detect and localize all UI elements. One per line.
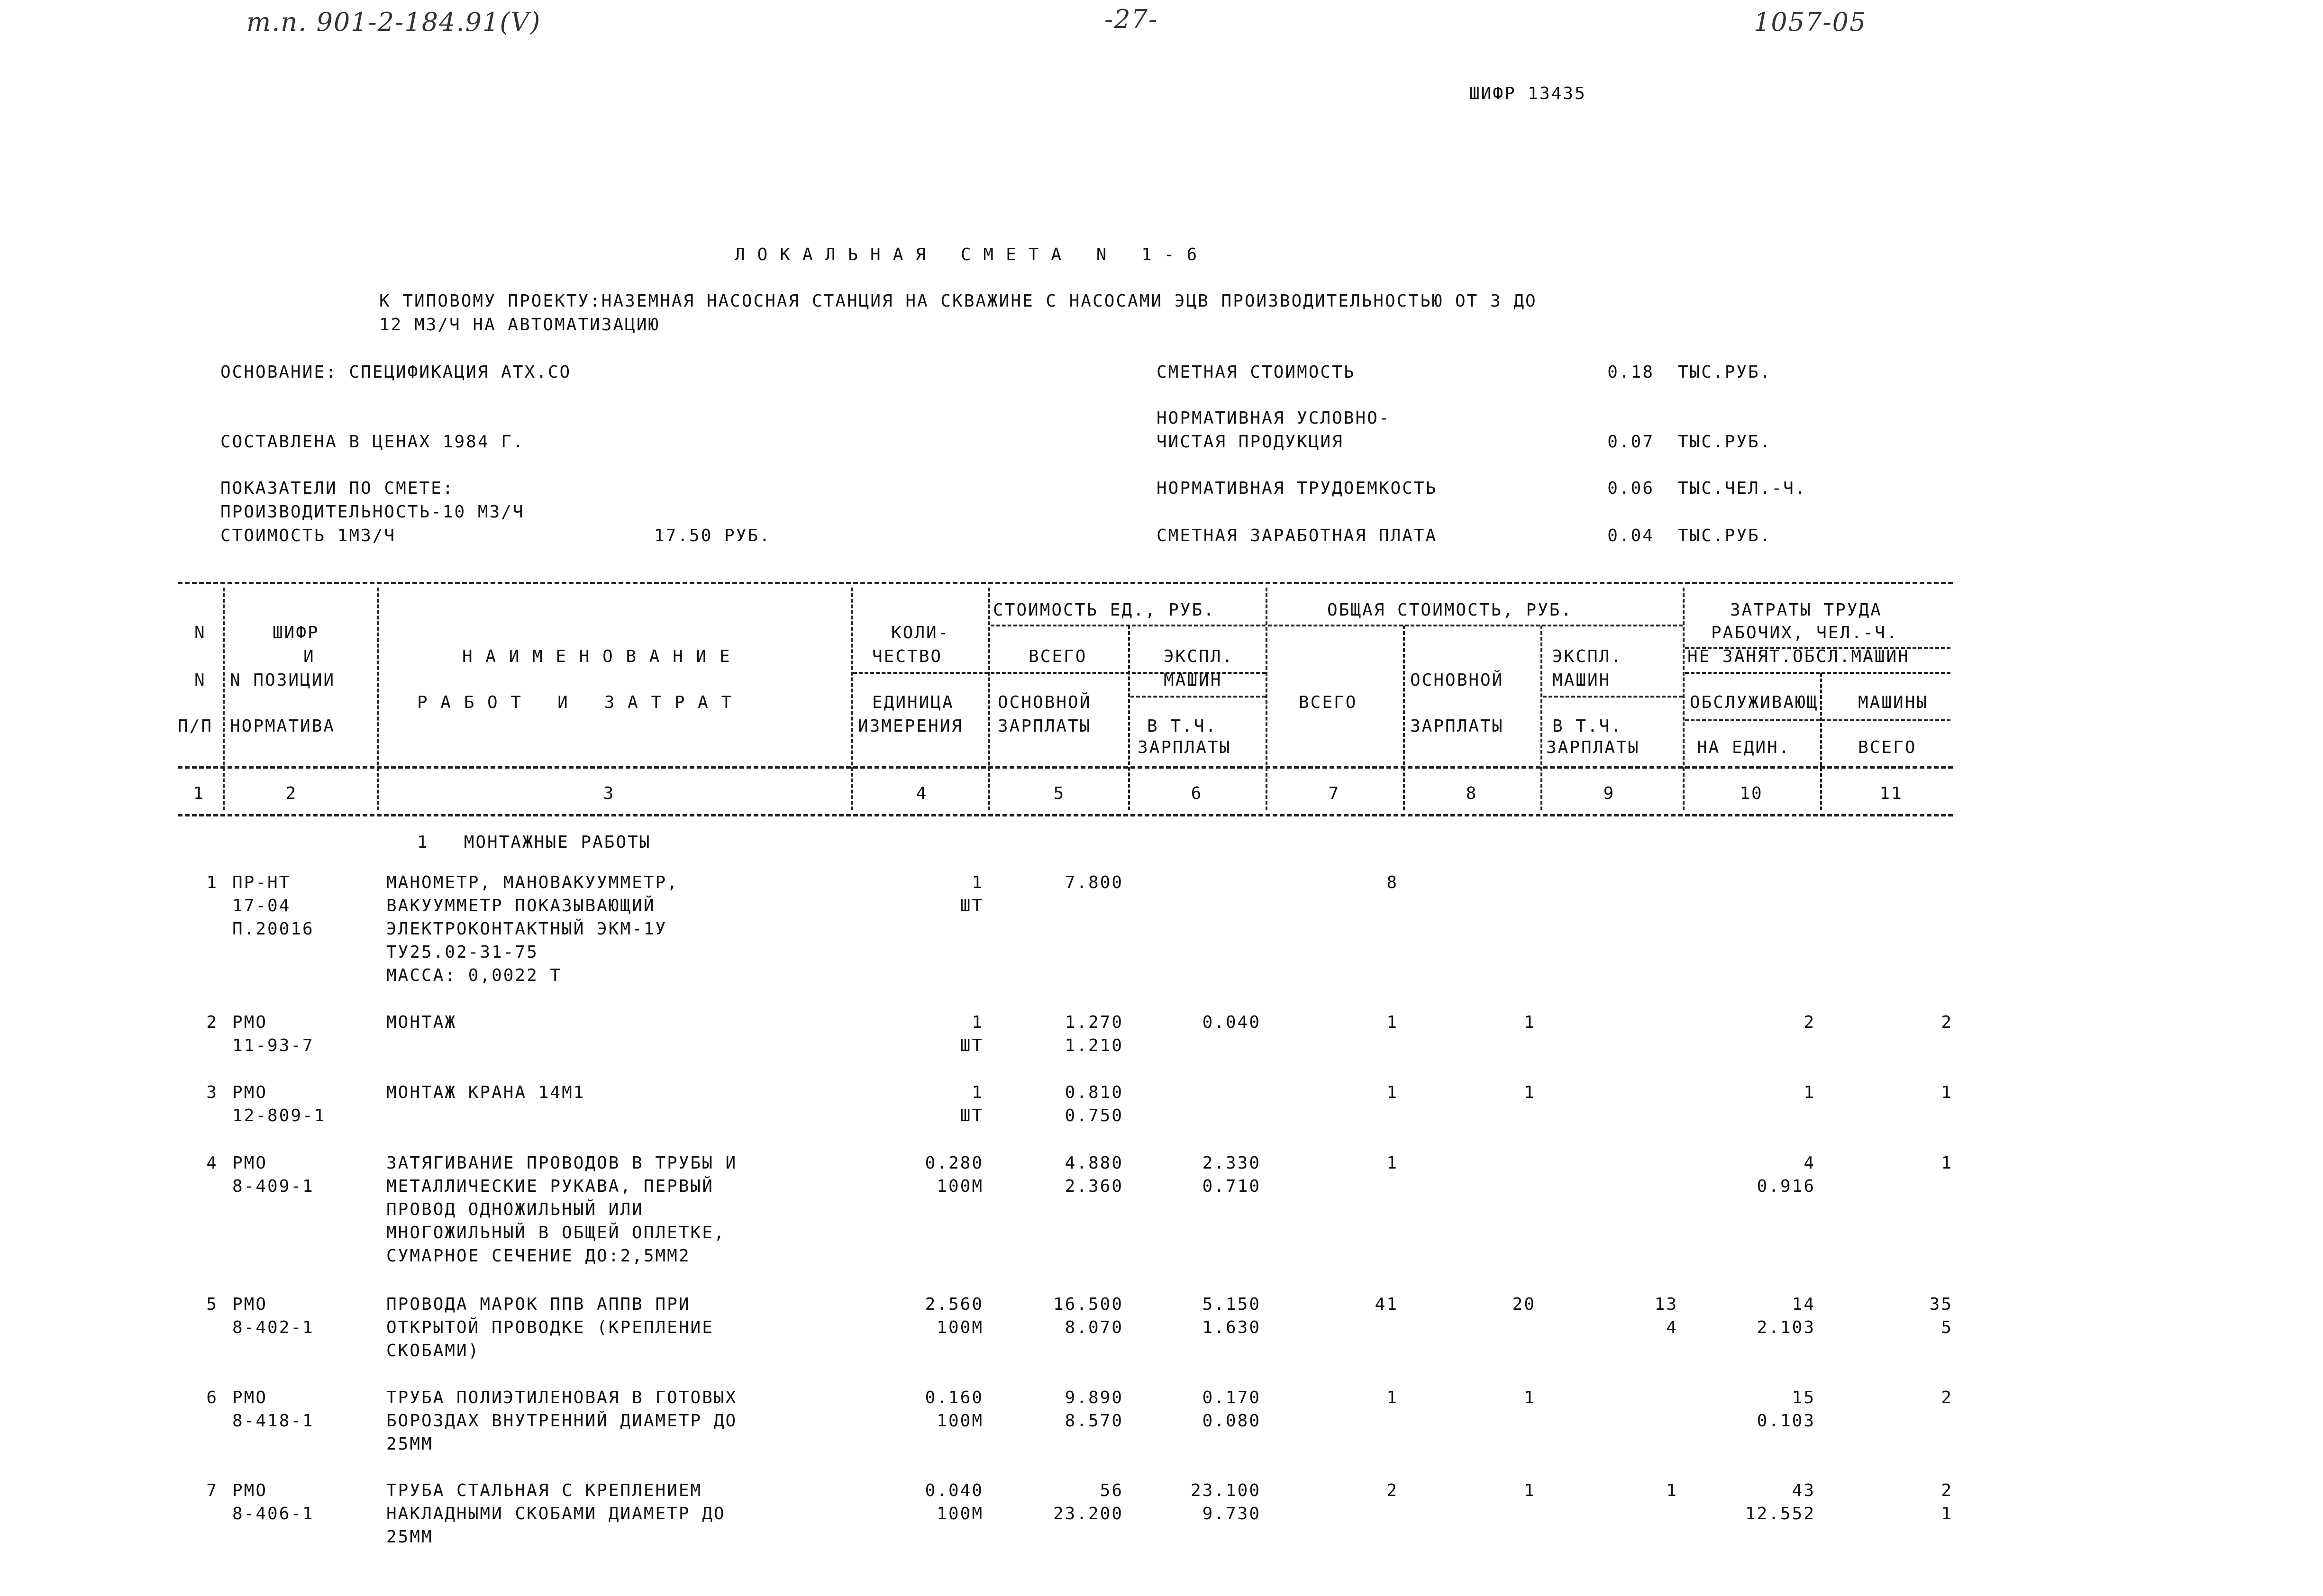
table-top-rule [178, 582, 1953, 584]
table-numbers-bottom-rule [178, 814, 1953, 816]
page-number: -27- [1104, 4, 1158, 34]
row-cell-c7: 1 [1386, 1083, 1398, 1102]
header-n-2: N [194, 671, 206, 690]
col-sep-2 [377, 588, 379, 810]
row-code: ПР-НТ [232, 873, 291, 892]
indicators-heading: ПОКАЗАТЕЛИ ПО СМЕТЕ: [220, 479, 455, 498]
row-name-line: ПРОВОД ОДНОЖИЛЬНЫЙ ИЛИ [386, 1200, 644, 1219]
row-name-line: ТРУБА ПОЛИЭТИЛЕНОВАЯ В ГОТОВЫХ [386, 1388, 738, 1407]
col-number-10: 10 [1740, 784, 1763, 803]
row-name-line: БОРОЗДАХ ВНУТРЕННИЙ ДИАМЕТР ДО [386, 1411, 738, 1431]
wages-label: СМЕТНАЯ ЗАРАБОТНАЯ ПЛАТА [1157, 526, 1438, 545]
row-code: 11-93-7 [232, 1036, 314, 1055]
row-cell-c5: 9.890 [1065, 1388, 1123, 1407]
indicators-productivity: ПРОИЗВОДИТЕЛЬНОСТЬ-10 М3/Ч [220, 502, 525, 522]
col-sep-9 [1683, 588, 1685, 810]
row-cell-c10: 43 [1792, 1481, 1815, 1500]
labor-intensity-value: 0.06 [1607, 479, 1654, 498]
row-cell-qty: ШТ [960, 1106, 984, 1125]
col-sep-7 [1403, 626, 1405, 810]
row-number: 3 [206, 1083, 218, 1102]
row-code: 12-809-1 [232, 1106, 326, 1125]
row-cell-c6: 0.710 [1202, 1177, 1261, 1196]
header-labor-3: НЕ ЗАНЯТ.ОБСЛ.МАШИН [1687, 647, 1910, 666]
row-name-line: МАССА: 0,0022 Т [386, 966, 562, 985]
col-number-4: 4 [916, 784, 928, 803]
row-cell-c6: 0.170 [1202, 1388, 1261, 1407]
row-cell-c10: 4 [1804, 1153, 1815, 1173]
row-cell-qty: 100М [937, 1318, 984, 1337]
row-cell-qty: 100М [937, 1411, 984, 1431]
document-title: ЛОКАЛЬНАЯ СМЕТА N 1-6 [735, 245, 1210, 264]
section-heading: 1 МОНТАЖНЫЕ РАБОТЫ [417, 833, 651, 852]
header-labor-4: ОБСЛУЖИВАЮЩ [1690, 693, 1819, 712]
row-cell-qty: 2.560 [925, 1295, 984, 1314]
row-code: РМО [232, 1013, 268, 1032]
row-code: 17-04 [232, 896, 291, 916]
row-name-line: ВАКУУММЕТР ПОКАЗЫВАЮЩИЙ [386, 896, 656, 916]
row-cell-c9: 1 [1666, 1481, 1678, 1500]
row-cell-c10: 14 [1792, 1295, 1815, 1314]
cipher-label: ШИФР 13435 [1469, 84, 1586, 103]
row-name-line: НАКЛАДНЫМИ СКОБАМИ ДИАМЕТР ДО [386, 1504, 726, 1523]
indicators-unit-cost-value: 17.50 РУБ. [654, 526, 771, 545]
row-cell-c8: 1 [1524, 1083, 1536, 1102]
net-product-label: НОРМАТИВНАЯ УСЛОВНО- [1157, 408, 1391, 428]
row-code: РМО [232, 1481, 268, 1500]
row-name-line: МОНТАЖ КРАНА 14М1 [386, 1083, 585, 1102]
header-labor-6: НА ЕДИН. [1697, 738, 1791, 757]
row-cell-c6: 0.080 [1202, 1411, 1261, 1431]
row-code: 8-418-1 [232, 1411, 314, 1431]
row-cell-c7: 1 [1386, 1388, 1398, 1407]
row-cell-qty: 1 [972, 873, 984, 892]
header-n: N [194, 623, 206, 643]
handwritten-doc-code: т.п. 901-2-184.91(V) [246, 7, 541, 37]
row-cell-qty: ШТ [960, 1036, 984, 1055]
row-cell-c5: 8.570 [1065, 1411, 1123, 1431]
row-number: 1 [206, 873, 218, 892]
row-number: 4 [206, 1153, 218, 1173]
col-sep-4 [988, 588, 990, 810]
row-cell-c11: 2 [1941, 1013, 1953, 1032]
row-cell-c7: 8 [1386, 873, 1398, 892]
row-name-line: ЭЛЕКТРОКОНТАКТНЫЙ ЭКМ-1У [386, 919, 667, 939]
col-number-3: 3 [603, 784, 615, 803]
header-unit-2: ИЗМЕРЕНИЯ [858, 716, 964, 736]
row-code: РМО [232, 1153, 268, 1173]
total-sub-rule [1268, 625, 1683, 626]
col-number-1: 1 [193, 784, 205, 803]
header-pp: П/П [178, 716, 213, 736]
expl-sub-rule [1543, 696, 1683, 698]
header-total-all: ВСЕГО [1299, 693, 1357, 712]
row-cell-c11: 1 [1941, 1083, 1953, 1102]
row-cell-c5: 0.750 [1065, 1106, 1123, 1125]
header-unit-expl-4: ЗАРПЛАТЫ [1138, 738, 1231, 757]
header-labor-2: РАБОЧИХ, ЧЕЛ.-Ч. [1711, 623, 1898, 643]
row-name-line: ТРУБА СТАЛЬНАЯ С КРЕПЛЕНИЕМ [386, 1481, 702, 1500]
document-subtitle-line-1: К ТИПОВОМУ ПРОЕКТУ:НАЗЕМНАЯ НАСОСНАЯ СТАНЦИЯ НА СКВАЖИНЕ С НАСОСАМИ ЭЦВ ПРОИЗВОДИТЕЛЬНОСТЬЮ ОТ 3 ДО [379, 291, 1537, 311]
row-cell-c6: 5.150 [1202, 1295, 1261, 1314]
header-unit-total: ВСЕГО [1029, 647, 1087, 666]
row-name-line: МНОГОЖИЛЬНЫЙ В ОБЩЕЙ ОПЛЕТКЕ, [386, 1223, 726, 1242]
col-number-6: 6 [1191, 784, 1203, 803]
row-cell-c7: 1 [1386, 1153, 1398, 1173]
row-cell-c8: 1 [1524, 1388, 1536, 1407]
header-qty-2: ЧЕСТВО [872, 647, 943, 666]
col-number-11: 11 [1879, 784, 1903, 803]
row-cell-c5: 7.800 [1065, 873, 1123, 892]
estimated-cost-label: СМЕТНАЯ СТОИМОСТЬ [1157, 363, 1356, 382]
row-cell-c5: 16.500 [1053, 1295, 1123, 1314]
row-name-line: МОНТАЖ [386, 1013, 457, 1032]
net-product-label-2: ЧИСТАЯ ПРОДУКЦИЯ [1157, 432, 1344, 452]
document-subtitle-line-2: 12 М3/Ч НА АВТОМАТИЗАЦИЮ [379, 315, 660, 335]
row-cell-qty: 100М [937, 1504, 984, 1523]
row-cell-c5: 4.880 [1065, 1153, 1123, 1173]
row-number: 6 [206, 1388, 218, 1407]
row-cell-qty: 0.040 [925, 1481, 984, 1500]
row-cell-c7: 2 [1386, 1481, 1398, 1500]
row-cell-c5: 0.810 [1065, 1083, 1123, 1102]
row-cell-c6: 2.330 [1202, 1153, 1261, 1173]
row-name-line: МЕТАЛЛИЧЕСКИЕ РУКАВА, ПЕРВЫЙ [386, 1177, 714, 1196]
row-cell-c5: 1.270 [1065, 1013, 1123, 1032]
row-cell-c9: 4 [1666, 1318, 1678, 1337]
estimated-cost-unit: ТЫС.РУБ. [1678, 363, 1772, 382]
header-labor-5: МАШИНЫ [1858, 693, 1929, 712]
header-unit-cost: СТОИМОСТЬ ЕД., РУБ. [993, 600, 1215, 620]
row-cell-c11: 1 [1941, 1504, 1953, 1523]
row-cell-c6: 1.630 [1202, 1318, 1261, 1337]
labor-intensity-label: НОРМАТИВНАЯ ТРУДОЕМКОСТЬ [1157, 479, 1438, 498]
row-cell-c11: 2 [1941, 1481, 1953, 1500]
header-total-base-1: ОСНОВНОЙ [1410, 671, 1504, 690]
header-total-cost: ОБЩАЯ СТОИМОСТЬ, РУБ. [1327, 600, 1573, 620]
row-cell-c8: 1 [1524, 1481, 1536, 1500]
row-cell-c9: 13 [1654, 1295, 1678, 1314]
row-name-line: ТУ25.02-31-75 [386, 943, 538, 962]
row-cell-c10: 0.916 [1757, 1177, 1815, 1196]
col-number-9: 9 [1603, 784, 1615, 803]
row-cell-qty: 1 [972, 1083, 984, 1102]
header-position-n: N ПОЗИЦИИ [230, 671, 336, 690]
col-sep-8 [1540, 626, 1542, 810]
row-cell-c5: 56 [1100, 1481, 1123, 1500]
header-total-base-2: ЗАРПЛАТЫ [1410, 716, 1504, 736]
unitcost-sub-rule [991, 625, 1266, 626]
row-cell-qty: 0.280 [925, 1153, 984, 1173]
row-name-line: ПРОВОДА МАРОК ППВ АППВ ПРИ [386, 1295, 691, 1314]
header-total-expl-3: В Т.Ч. [1552, 716, 1623, 736]
row-cell-c7: 1 [1386, 1013, 1398, 1032]
row-cell-c6: 23.100 [1190, 1481, 1261, 1500]
row-code: П.20016 [232, 919, 314, 939]
row-cell-c5: 2.360 [1065, 1177, 1123, 1196]
wages-value: 0.04 [1607, 526, 1654, 545]
basis-text: ОСНОВАНИЕ: СПЕЦИФИКАЦИЯ АТХ.СО [220, 363, 572, 382]
row-cell-c10: 1 [1804, 1083, 1815, 1102]
labor-sub-rule-3 [1685, 719, 1950, 721]
col-sep-1 [223, 588, 225, 810]
row-number: 2 [206, 1013, 218, 1032]
header-labor-7: ВСЕГО [1858, 738, 1917, 757]
prices-text: СОСТАВЛЕНА В ЦЕНАХ 1984 Г. [220, 432, 525, 452]
header-unit-expl-1: ЭКСПЛ. [1164, 647, 1234, 666]
row-cell-c10: 15 [1792, 1388, 1815, 1407]
row-cell-c10: 0.103 [1757, 1411, 1815, 1431]
row-cell-qty: 1 [972, 1013, 984, 1032]
wages-unit: ТЫС.РУБ. [1678, 526, 1772, 545]
labor-sub-rule-2 [1685, 672, 1950, 674]
estimated-cost-value: 0.18 [1607, 363, 1654, 382]
row-cell-c10: 2 [1804, 1013, 1815, 1032]
row-name-line: СУМАРНОЕ СЕЧЕНИЕ ДО:2,5ММ2 [386, 1246, 691, 1266]
row-cell-c10: 2.103 [1757, 1318, 1815, 1337]
row-cell-c10: 12.552 [1745, 1504, 1815, 1523]
row-cell-c11: 1 [1941, 1153, 1953, 1173]
col-sep-6 [1266, 588, 1267, 810]
row-cell-c5: 8.070 [1065, 1318, 1123, 1337]
expl-unit-sub-rule [1130, 696, 1266, 698]
header-unit-base-1: ОСНОВНОЙ [998, 693, 1092, 712]
header-total-expl-1: ЭКСПЛ. [1552, 647, 1623, 666]
col-number-7: 7 [1328, 784, 1340, 803]
col-sep-3 [851, 588, 853, 810]
unitcost-sub-rule-2 [991, 672, 1266, 674]
header-total-expl-4: ЗАРПЛАТЫ [1546, 738, 1640, 757]
header-unit-base-2: ЗАРПЛАТЫ [998, 716, 1092, 736]
row-cell-c6: 0.040 [1202, 1013, 1261, 1032]
header-total-expl-2: МАШИН [1552, 671, 1611, 690]
row-code: 8-409-1 [232, 1177, 314, 1196]
col-sep-5 [1128, 626, 1130, 810]
indicators-unit-cost-label: СТОИМОСТЬ 1М3/Ч [220, 526, 396, 545]
row-code: РМО [232, 1083, 268, 1102]
row-name-line: ОТКРЫТОЙ ПРОВОДКЕ (КРЕПЛЕНИЕ [386, 1318, 714, 1337]
row-cell-c5: 23.200 [1053, 1504, 1123, 1523]
header-unit-expl-3: В Т.Ч. [1147, 716, 1218, 736]
header-name-line-2: Р А Б О Т И З А Т Р А Т [417, 693, 733, 712]
row-name-line: 25ММ [386, 1527, 433, 1547]
table-header-bottom-rule [178, 766, 1953, 769]
row-code: РМО [232, 1388, 268, 1407]
col-number-8: 8 [1466, 784, 1478, 803]
row-cell-c5: 1.210 [1065, 1036, 1123, 1055]
col-sep-10 [1820, 673, 1822, 810]
header-cipher-and: И [303, 647, 315, 666]
col-number-2: 2 [285, 784, 298, 803]
row-cell-c11: 35 [1929, 1295, 1953, 1314]
row-cell-c8: 20 [1512, 1295, 1536, 1314]
row-cell-qty: ШТ [960, 896, 984, 916]
row-code: РМО [232, 1295, 268, 1314]
row-number: 5 [206, 1295, 218, 1314]
row-code: 8-406-1 [232, 1504, 314, 1523]
row-cell-qty: 100М [937, 1177, 984, 1196]
row-code: 8-402-1 [232, 1318, 314, 1337]
row-cell-c6: 9.730 [1202, 1504, 1261, 1523]
qty-sub-rule [853, 672, 988, 674]
labor-intensity-unit: ТЫС.ЧЕЛ.-Ч. [1678, 479, 1807, 498]
row-name-line: МАНОМЕТР, МАНОВАКУУММЕТР, [386, 873, 679, 892]
header-unit-expl-2: МАШИН [1164, 671, 1222, 690]
row-name-line: ЗАТЯГИВАНИЕ ПРОВОДОВ В ТРУБЫ И [386, 1153, 738, 1173]
col-number-5: 5 [1053, 784, 1066, 803]
row-name-line: СКОБАМИ) [386, 1341, 480, 1360]
header-labor-1: ЗАТРАТЫ ТРУДА [1730, 600, 1882, 620]
header-cipher: ШИФР [273, 623, 319, 643]
row-number: 7 [206, 1481, 218, 1500]
row-cell-c8: 1 [1524, 1013, 1536, 1032]
net-product-value: 0.07 [1607, 432, 1654, 452]
row-name-line: 25ММ [386, 1434, 433, 1454]
row-cell-c11: 2 [1941, 1388, 1953, 1407]
handwritten-sheet-code: 1057-05 [1754, 7, 1867, 37]
row-cell-c11: 5 [1941, 1318, 1953, 1337]
row-cell-qty: 0.160 [925, 1388, 984, 1407]
net-product-unit: ТЫС.РУБ. [1678, 432, 1772, 452]
row-cell-c7: 41 [1375, 1295, 1398, 1314]
header-unit-1: ЕДИНИЦА [872, 693, 954, 712]
header-qty-1: КОЛИ- [891, 623, 950, 643]
header-normative: НОРМАТИВА [230, 716, 336, 736]
header-name-line-1: Н А И М Е Н О В А Н И Е [462, 647, 731, 666]
